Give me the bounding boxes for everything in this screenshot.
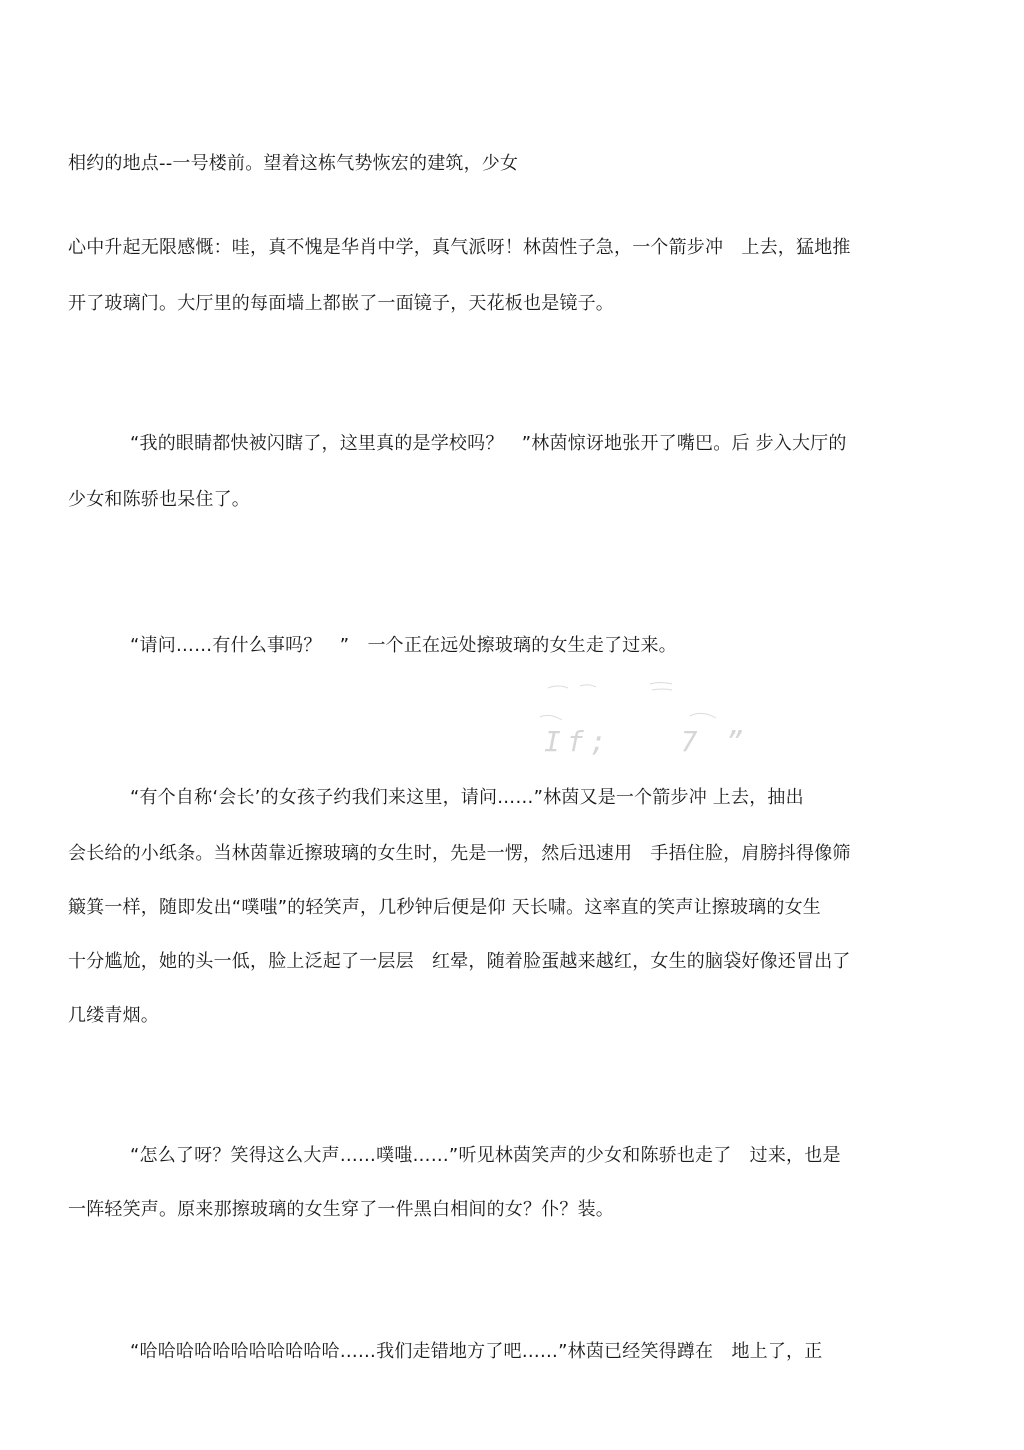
- text-line: 开了玻璃门。大厅里的每面墙上都嵌了一面镜子，天花板也是镜子。: [68, 293, 614, 314]
- text-line: 十分尴尬，她的头一低，脸上泛起了一层层 红晕，随着脸蛋越来越红，女生的脑袋好像还冒出了: [68, 951, 851, 972]
- text-line: “我的眼睛都快被闪瞎了，这里真的是学校吗？ ”林茵惊讶地张开了嘴巴。后 步入大厅的: [130, 433, 847, 454]
- text-line: 相约的地点--一号楼前。望着这栋气势恢宏的建筑，少女: [68, 153, 519, 174]
- text-line: “请问……有什么事吗？ ” 一个正在远处擦玻璃的女生走了过来。: [130, 635, 677, 656]
- text-line: 簸箕一样，随即发出“噗嗤”的轻笑声，几秒钟后便是仰 天长啸。这率直的笑声让擦玻璃的女生: [68, 897, 821, 918]
- text-line: “有个自称‘会长’的女孩子约我们来这里，请问……”林茵又是一个箭步冲 上去，抽出: [130, 787, 804, 808]
- text-line: 心中升起无限感慨：哇，真不愧是华肖中学，真气派呀！林茵性子急，一个箭步冲 上去，猛地推: [68, 237, 851, 258]
- scan-artifact: [540, 680, 760, 760]
- text-line: 会长给的小纸条。当林茵靠近擦玻璃的女生时，先是一愣，然后迅速用 手捂住脸，肩膀抖得像筛: [68, 843, 851, 864]
- text-line: 少女和陈骄也呆住了。: [68, 489, 250, 510]
- scan-artifact-text: If; 7 ”: [544, 725, 750, 758]
- text-line: 一阵轻笑声。原来那擦玻璃的女生穿了一件黑白相间的女？仆？装。: [68, 1199, 614, 1220]
- text-line: “哈哈哈哈哈哈哈哈哈哈哈……我们走错地方了吧……”林茵已经笑得蹲在 地上了，正: [130, 1341, 823, 1362]
- text-line: 几缕青烟。: [68, 1005, 159, 1026]
- text-line: “怎么了呀？笑得这么大声……噗嗤……”听见林茵笑声的少女和陈骄也走了 过来，也是: [130, 1145, 841, 1166]
